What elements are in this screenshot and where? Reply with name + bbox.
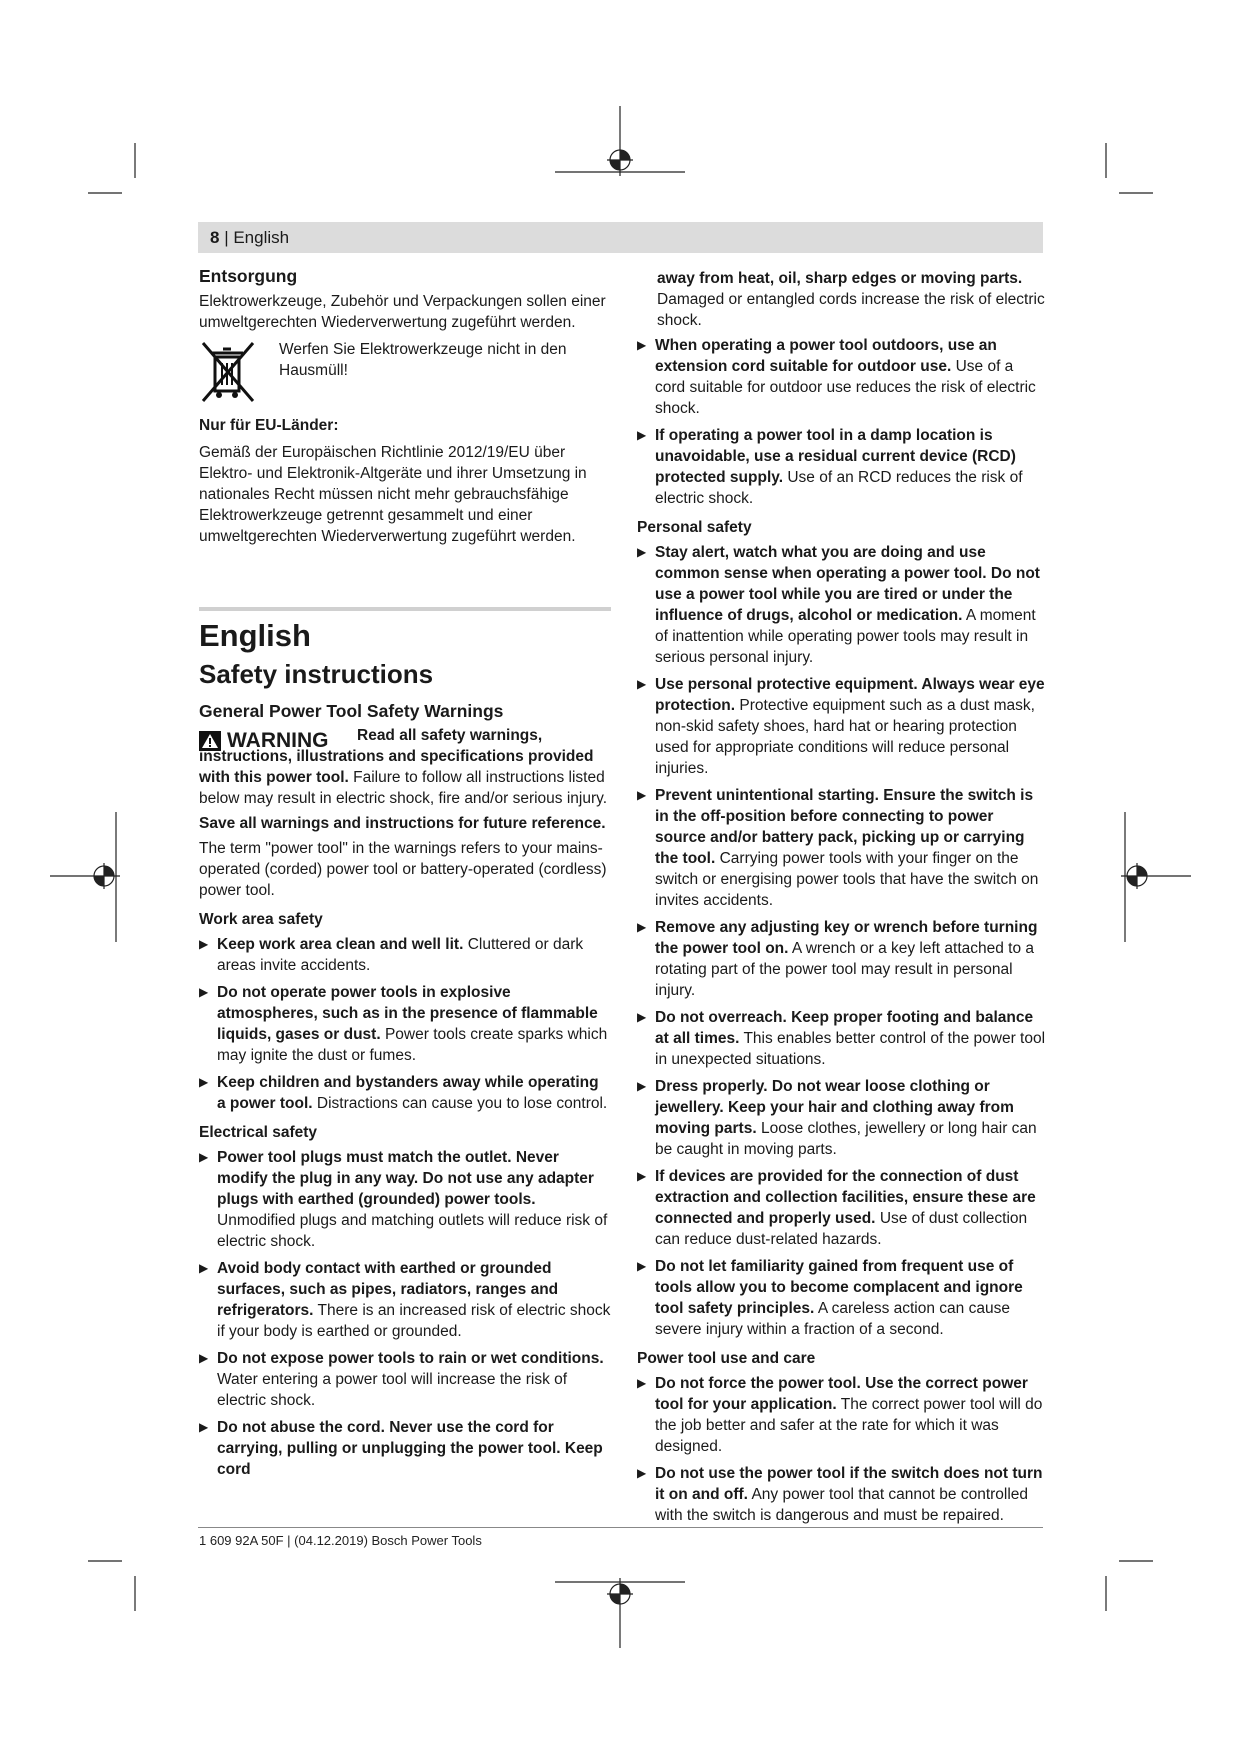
bullet-arrow-icon: ▶: [199, 1261, 209, 1275]
crossed-bin-icon: [199, 339, 257, 405]
list-item: ▶ Do not let familiarity gained from frequent use of tools allow you to become complacent and ignore tool safety principles. A careless action can cause severe injury within a fraction of a second.: [637, 1258, 1023, 1338]
page-number: 8: [210, 228, 220, 247]
tool-use-list: [637, 1373, 1047, 1526]
electrical-list-continued: [637, 335, 1047, 509]
bullet-arrow-icon: ▶: [637, 1079, 647, 1093]
work-area-list: [199, 934, 611, 1114]
cord-continuation: away from heat, oil, sharp edges or moving parts. Damaged or entangled cords increase the risk of electric shock.: [657, 270, 1045, 329]
tool-use-heading: Power tool use and care: [637, 1350, 816, 1367]
list-item: ▶ If devices are provided for the connection of dust extraction and collection facilities, ensure these are connected and properly used. Use of dust collection can reduce dust-related hazards.: [637, 1168, 1036, 1248]
list-item: ▶ If operating a power tool in a damp location is unavoidable, use a residual current device (RCD) protected supply. Use of an RCD reduces the risk of electric shock.: [637, 427, 1023, 507]
header-language: English: [233, 228, 290, 247]
list-item: ▶ Avoid body contact with earthed or grounded surfaces, such as pipes, radiators, ranges and refrigerators. There is an increased risk of electric shock if your body is earthed or grounded.: [199, 1260, 611, 1340]
eu-text: Gemäß der Europäischen Richtlinie 2012/19/EU über Elektro- und Elektronik-Altgeräte und ihrer Umsetzung in nationales Recht müssen nicht mehr gebrauchsfähige Elektrowerkzeuge getrennt gesammelt und einer umweltgerechten Wiederverwertung zugeführt werden.: [199, 444, 587, 545]
term-definition: The term "power tool" in the warnings refers to your mains-operated (corded) power tool or battery-operated (cordless) power tool.: [199, 840, 607, 899]
section-divider: [199, 607, 611, 611]
eu-heading: Nur für EU-Länder:: [199, 417, 339, 434]
work-area-heading: Work area safety: [199, 911, 323, 928]
page-footer: 1 609 92A 50F | (04.12.2019) Bosch Power Tools: [199, 1533, 482, 1548]
safety-title: Safety instructions: [199, 659, 434, 689]
list-item: ▶ Do not expose power tools to rain or wet conditions. Water entering a power tool will increase the risk of electric shock.: [199, 1350, 604, 1409]
general-warnings-title: General Power Tool Safety Warnings: [199, 701, 504, 721]
left-column: [199, 266, 611, 1486]
language-title: English: [199, 618, 311, 653]
bullet-arrow-icon: ▶: [637, 1169, 647, 1183]
weee-text: Werfen Sie Elektrowerkzeuge nicht in den Hausmüll!: [279, 341, 567, 379]
warning-text: Failure to follow all instructions listed below may result in electric shock, fire and/or serious injury.: [199, 769, 608, 807]
page-header: [198, 222, 1043, 253]
bullet-arrow-icon: ▶: [199, 1150, 209, 1164]
list-item: ▶ Dress properly. Do not wear loose clothing or jewellery. Keep your hair and clothing away from moving parts. Loose clothes, jewellery or long hair can be caught in moving parts.: [637, 1078, 1037, 1158]
list-item: ▶ When operating a power tool outdoors, use an extension cord suitable for outdoor use. Use of a cord suitable for outdoor use reduces the risk of electric shock.: [637, 337, 1036, 417]
electrical-heading: Electrical safety: [199, 1124, 318, 1141]
list-item: ▶ Do not operate power tools in explosive atmospheres, such as in the presence of flammable liquids, gases or dust. Power tools create sparks which may ignite the dust or fumes.: [199, 984, 608, 1064]
bullet-arrow-icon: ▶: [199, 1351, 209, 1365]
list-item: ▶ Do not force the power tool. Use the correct power tool for your application. The correct power tool will do the job better and safer at the rate for which it was designed.: [637, 1375, 1043, 1455]
list-item: ▶ Prevent unintentional starting. Ensure the switch is in the off-position before connecting to power source and/or battery pack, picking up or carrying the tool. Carrying power tools with your finger on the switch or energising power tools that have the switch on invites accidents.: [637, 787, 1039, 909]
list-item: ▶ Do not overreach. Keep proper footing and balance at all times. This enables better control of the power tool in unexpected situations.: [637, 1009, 1046, 1068]
right-column: [637, 268, 1047, 1532]
warning-label: WARNING: [227, 729, 329, 752]
header-separator: |: [219, 228, 234, 247]
bullet-arrow-icon: ▶: [637, 1259, 647, 1273]
bullet-arrow-icon: ▶: [637, 428, 647, 442]
bullet-arrow-icon: ▶: [637, 920, 647, 934]
entsorgung-heading: Entsorgung: [199, 266, 298, 286]
bullet-arrow-icon: ▶: [199, 985, 209, 999]
bullet-arrow-icon: ▶: [199, 1420, 209, 1434]
bullet-arrow-icon: ▶: [637, 1010, 647, 1024]
list-item: ▶ Keep work area clean and well lit. Cluttered or dark areas invite accidents.: [199, 936, 584, 974]
list-item: ▶ Remove any adjusting key or wrench before turning the power tool on. A wrench or a key left attached to a rotating part of the power tool may result in personal injury.: [637, 919, 1038, 999]
list-item: ▶ Do not abuse the cord. Never use the cord for carrying, pulling or unplugging the power tool. Keep cord: [199, 1419, 603, 1478]
list-item: ▶ Use personal protective equipment. Always wear eye protection. Protective equipment such as a dust mask, non-skid safety shoes, hard hat or hearing protection used for appropriate conditions will reduce personal injuries.: [637, 676, 1045, 777]
bullet-arrow-icon: ▶: [637, 1466, 647, 1480]
list-item: ▶ Keep children and bystanders away while operating a power tool. Distractions can cause you to lose control.: [199, 1074, 608, 1112]
personal-safety-list: [637, 542, 1047, 1340]
warning-bold: Read all safety warnings, instructions, illustrations and specifications provided with this power tool.: [199, 727, 594, 786]
entsorgung-intro: Elektrowerkzeuge, Zubehör und Verpackungen sollen einer umweltgerechten Wiederverwertung zugeführt werden.: [199, 293, 606, 331]
electrical-list: [199, 1147, 611, 1480]
bullet-arrow-icon: ▶: [199, 1075, 209, 1089]
footer-rule: [198, 1527, 1043, 1528]
bullet-arrow-icon: ▶: [199, 937, 209, 951]
bullet-arrow-icon: ▶: [637, 1376, 647, 1390]
bullet-arrow-icon: ▶: [637, 677, 647, 691]
list-item: ▶ Do not use the power tool if the switch does not turn it on and off. Any power tool that cannot be controlled with the switch is dangerous and must be repaired.: [637, 1465, 1043, 1524]
bullet-arrow-icon: ▶: [637, 788, 647, 802]
personal-safety-heading: Personal safety: [637, 519, 752, 536]
bullet-arrow-icon: ▶: [637, 338, 647, 352]
list-item: ▶ Stay alert, watch what you are doing and use common sense when operating a power tool. Do not use a power tool while you are tired or under the influence of drugs, alcohol or medication. A moment of inattention while operating power tools may result in serious personal injury.: [637, 544, 1040, 666]
save-instructions: Save all warnings and instructions for future reference.: [199, 815, 606, 832]
weee-notice: [199, 339, 611, 405]
bullet-arrow-icon: ▶: [637, 545, 647, 559]
list-item: ▶ Power tool plugs must match the outlet. Never modify the plug in any way. Do not use any adapter plugs with earthed (grounded) power tools. Unmodified plugs and matching outlets will reduce risk of electric shock.: [199, 1149, 608, 1250]
